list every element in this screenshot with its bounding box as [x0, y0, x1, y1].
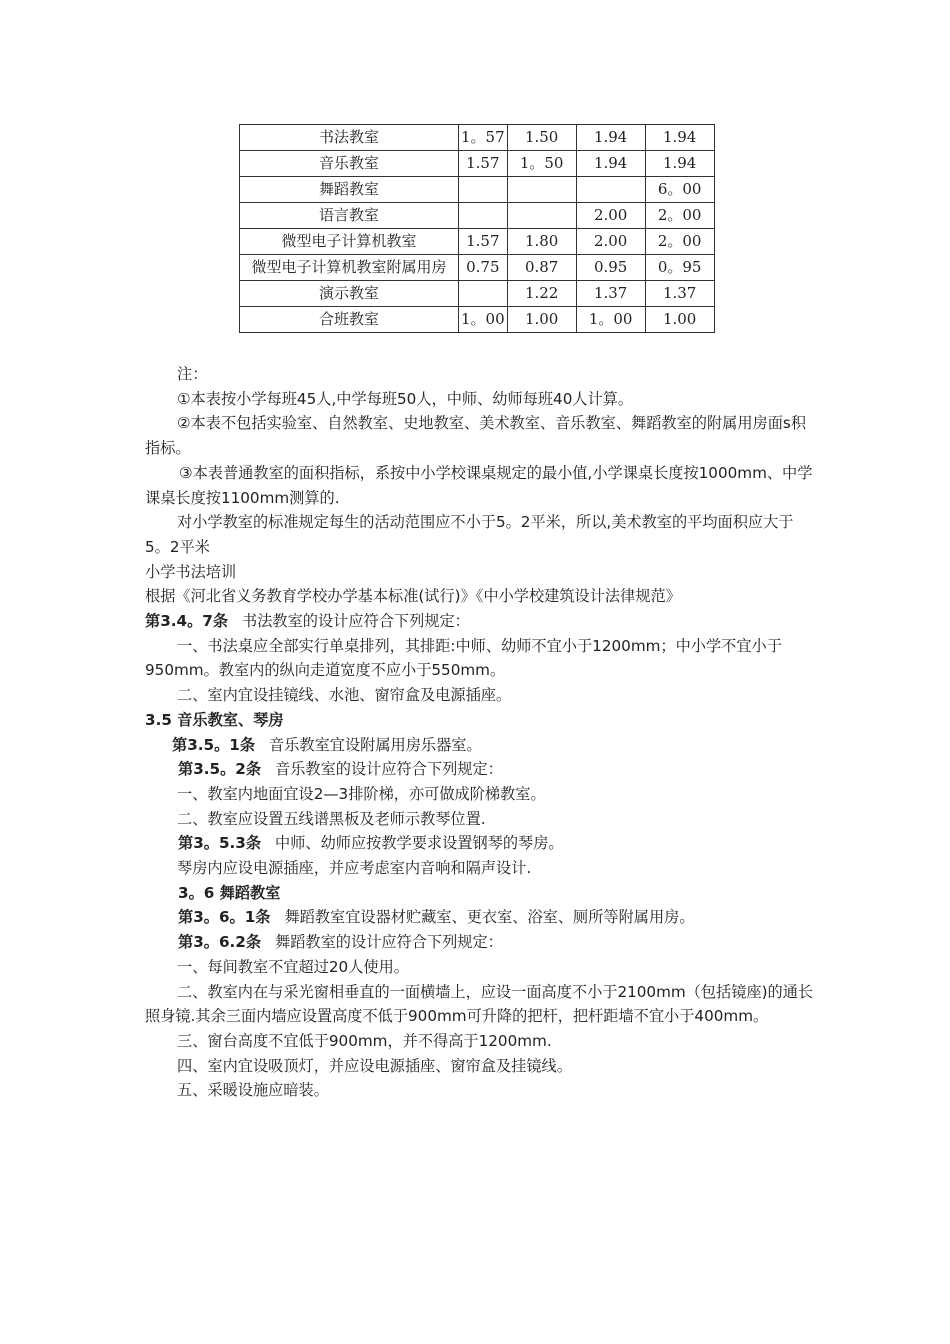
article-label: 第3.5。1条 — [172, 735, 256, 754]
article-3-4-7 — [145, 609, 815, 634]
article-3-5-2 — [145, 757, 815, 782]
value-cell: 1。00 — [459, 307, 508, 333]
value-cell: 2。00 — [645, 203, 714, 229]
article-text: 舞蹈教室宜设器材贮藏室、更衣室、浴室、厕所等附属用房。 — [284, 908, 695, 927]
value-cell: 1.00 — [507, 307, 576, 333]
value-cell: 1。50 — [507, 151, 576, 177]
document-text — [145, 362, 815, 1103]
section-title: 3.5 音乐教室、琴房 — [145, 710, 284, 729]
value-cell — [507, 203, 576, 229]
notes-label: 注： — [177, 365, 208, 383]
article-text: 音乐教室的设计应符合下列规定： — [275, 760, 503, 779]
note-2: ②本表不包括实验室、自然教室、史地教室、美术教室、音乐教室、舞蹈教室的附属用房面s积指标。 — [145, 414, 807, 458]
article-3-6-2-item-2: 二、教室内在与采光窗相垂直的一面横墙上，应设一面高度不小于2100mm（包括镜座)的通长照身镜.其余三面内墙应设置高度不低于900mm可升降的把杆，把杆距墙不宜小于400mm。 — [145, 982, 814, 1026]
article-3-4-7-item-2: 二、室内宜设挂镜线、水池、窗帘盒及电源插座。 — [177, 686, 512, 705]
note-1: ①本表按小学每班45人,中学每班50人，中师、幼师每班40人计算。 — [177, 389, 634, 408]
article-3-5-3-item-1: 琴房内应设电源插座，并应考虑室内音响和隔声设计. — [177, 859, 532, 878]
section-title: 3。6 舞蹈教室 — [178, 883, 281, 902]
area-index-table — [239, 124, 715, 333]
room-name-cell: 书法教室 — [240, 125, 459, 151]
room-name-cell: 音乐教室 — [240, 151, 459, 177]
table-body — [240, 125, 715, 333]
value-cell — [459, 281, 508, 307]
note-3: ③本表普通教室的面积指标，系按中小学校课桌规定的最小值,小学课桌长度按1000mm、中学课桌长度按1100mm测算的. — [145, 463, 813, 507]
room-name-cell: 微型电子计算机教室 — [240, 229, 459, 255]
article-text: 舞蹈教室的设计应符合下列规定： — [275, 933, 503, 952]
article-3-6-2-item-5: 五、采暖设施应暗装。 — [177, 1081, 329, 1100]
value-cell: 1.80 — [507, 229, 576, 255]
article-label: 第3.4。7条 — [145, 612, 229, 631]
value-cell: 2.00 — [576, 203, 645, 229]
value-cell: 1.57 — [459, 229, 508, 255]
article-label: 第3。6.2条 — [178, 933, 262, 952]
value-cell: 1.37 — [576, 281, 645, 307]
value-cell: 1。57 — [459, 125, 508, 151]
section-3-5-heading — [145, 708, 815, 733]
heading-calligraphy-training: 小学书法培训 — [145, 562, 237, 581]
value-cell: 1.50 — [507, 125, 576, 151]
value-cell — [459, 203, 508, 229]
room-name-cell: 合班教室 — [240, 307, 459, 333]
value-cell: 1.94 — [645, 125, 714, 151]
note-4: 对小学教室的标准规定每生的活动范围应不小于5。2平米，所以,美术教室的平均面积应大于5。2平米 — [145, 513, 794, 556]
table-row — [240, 255, 715, 281]
value-cell: 1.22 — [507, 281, 576, 307]
article-3-6-2-item-4: 四、室内宜设吸顶灯，并应设电源插座、窗帘盒及挂镜线。 — [177, 1056, 572, 1075]
room-name-cell: 微型电子计算机教室附属用房 — [240, 255, 459, 281]
article-3-5-2-item-1: 一、教室内地面宜设2—3排阶梯，亦可做成阶梯教室。 — [177, 784, 546, 803]
value-cell: 1.57 — [459, 151, 508, 177]
room-name-cell: 语言教室 — [240, 203, 459, 229]
value-cell — [459, 177, 508, 203]
table-row — [240, 151, 715, 177]
article-3-4-7-item-1: 一、书法桌应全部实行单桌排列，其排距:中师、幼师不宜小于1200mm；中小学不宜小于950mm。教室内的纵向走道宽度不应小于550mm。 — [145, 636, 782, 680]
value-cell: 1.94 — [576, 125, 645, 151]
article-text: 书法教室的设计应符合下列规定： — [242, 612, 470, 631]
value-cell: 0.87 — [507, 255, 576, 281]
article-3-5-1 — [145, 733, 815, 758]
room-name-cell: 舞蹈教室 — [240, 177, 459, 203]
value-cell: 1。00 — [576, 307, 645, 333]
value-cell — [507, 177, 576, 203]
table-row — [240, 177, 715, 203]
table-row — [240, 125, 715, 151]
table-row — [240, 203, 715, 229]
value-cell: 0.75 — [459, 255, 508, 281]
article-label: 第3.5。2条 — [178, 760, 262, 779]
section-3-6-heading — [145, 881, 815, 906]
room-name-cell: 演示教室 — [240, 281, 459, 307]
value-cell: 2.00 — [576, 229, 645, 255]
value-cell: 0。95 — [645, 255, 714, 281]
article-3-6-2-item-3: 三、窗台高度不宜低于900mm，并不得高于1200mm. — [177, 1031, 552, 1050]
article-text: 中师、幼师应按教学要求设置钢琴的琴房。 — [275, 834, 564, 853]
value-cell: 1.94 — [645, 151, 714, 177]
value-cell: 2。00 — [645, 229, 714, 255]
value-cell: 1.00 — [645, 307, 714, 333]
article-3-5-2-item-2: 二、教室应设置五线谱黑板及老师示教琴位置. — [177, 809, 486, 828]
table-row — [240, 229, 715, 255]
article-label: 第3。6。1条 — [178, 908, 271, 927]
value-cell: 6。00 — [645, 177, 714, 203]
value-cell: 1.37 — [645, 281, 714, 307]
table-row — [240, 281, 715, 307]
article-text: 音乐教室宜设附属用房乐器室。 — [269, 735, 482, 754]
source-reference: 根据《河北省义务教育学校办学基本标准(试行)》《中小学校建筑设计法律规范》 — [145, 587, 681, 606]
value-cell: 1.94 — [576, 151, 645, 177]
value-cell: 0.95 — [576, 255, 645, 281]
table-row — [240, 307, 715, 333]
article-3-6-1 — [145, 905, 815, 930]
article-3-6-2-item-1: 一、每间教室不宜超过20人使用。 — [177, 957, 409, 976]
value-cell — [576, 177, 645, 203]
article-3-6-2 — [145, 930, 815, 955]
article-3-5-3 — [145, 831, 815, 856]
article-label: 第3。5.3条 — [178, 834, 262, 853]
